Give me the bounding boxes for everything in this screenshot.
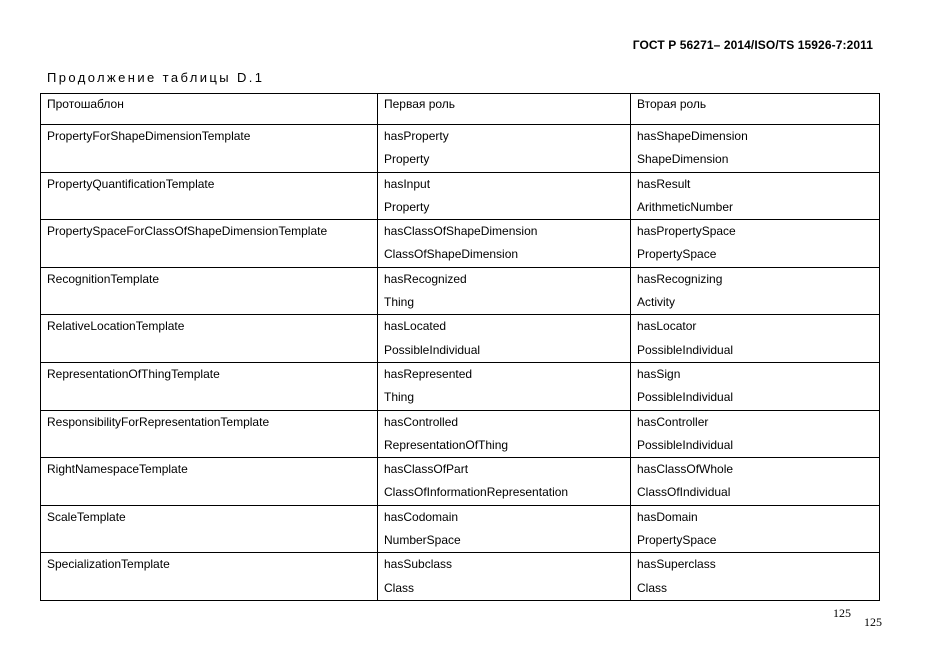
first-role-property-cell: hasLocated	[378, 315, 631, 339]
column-header-template: Протошаблон	[41, 94, 378, 125]
second-role-type-cell: ShapeDimension	[631, 148, 880, 172]
second-role-type-cell: ArithmeticNumber	[631, 196, 880, 220]
first-role-type-cell: Thing	[378, 291, 631, 315]
first-role-type-cell: Thing	[378, 386, 631, 410]
second-role-property-cell: hasDomain	[631, 505, 880, 529]
first-role-property-cell: hasRepresented	[378, 362, 631, 386]
table-row	[41, 458, 880, 482]
page-number-secondary: 125	[864, 615, 882, 629]
first-role-type-cell: Property	[378, 196, 631, 220]
second-role-property-cell: hasClassOfWhole	[631, 458, 880, 482]
second-role-type-cell: ClassOfIndividual	[631, 481, 880, 505]
table-header-row	[41, 94, 880, 125]
first-role-type-cell: Class	[378, 577, 631, 601]
second-role-property-cell: hasRecognizing	[631, 267, 880, 291]
first-role-type-cell: ClassOfInformationRepresentation	[378, 481, 631, 505]
table-row	[41, 267, 880, 291]
first-role-type-cell: ClassOfShapeDimension	[378, 243, 631, 267]
first-role-property-cell: hasRecognized	[378, 267, 631, 291]
second-role-type-cell: Activity	[631, 291, 880, 315]
second-role-property-cell: hasResult	[631, 172, 880, 196]
first-role-type-cell: PossibleIndividual	[378, 339, 631, 363]
first-role-property-cell: hasClassOfPart	[378, 458, 631, 482]
column-header-first-role: Первая роль	[378, 94, 631, 125]
table-row	[41, 410, 880, 434]
first-role-type-cell: RepresentationOfThing	[378, 434, 631, 458]
second-role-property-cell: hasController	[631, 410, 880, 434]
first-role-property-cell: hasClassOfShapeDimension	[378, 220, 631, 244]
second-role-property-cell: hasSuperclass	[631, 553, 880, 577]
second-role-property-cell: hasLocator	[631, 315, 880, 339]
template-name-cell: RightNamespaceTemplate	[41, 458, 378, 506]
second-role-type-cell: PossibleIndividual	[631, 434, 880, 458]
second-role-property-cell: hasShapeDimension	[631, 125, 880, 149]
page-number: 125	[833, 606, 851, 620]
template-name-cell: RepresentationOfThingTemplate	[41, 362, 378, 410]
template-name-cell: ScaleTemplate	[41, 505, 378, 553]
table-row	[41, 172, 880, 196]
first-role-property-cell: hasControlled	[378, 410, 631, 434]
second-role-property-cell: hasPropertySpace	[631, 220, 880, 244]
table-row	[41, 362, 880, 386]
template-name-cell: PropertySpaceForClassOfShapeDimensionTemplate	[41, 220, 378, 268]
template-name-cell: PropertyForShapeDimensionTemplate	[41, 125, 378, 173]
template-name-cell: SpecializationTemplate	[41, 553, 378, 601]
template-name-cell: RecognitionTemplate	[41, 267, 378, 315]
roles-table	[40, 93, 880, 601]
first-role-property-cell: hasSubclass	[378, 553, 631, 577]
table-row	[41, 125, 880, 149]
first-role-property-cell: hasCodomain	[378, 505, 631, 529]
document-header: ГОСТ Р 56271– 2014/ISO/TS 15926-7:2011	[632, 38, 873, 52]
table-row	[41, 315, 880, 339]
table-row	[41, 505, 880, 529]
second-role-type-cell: PossibleIndividual	[631, 386, 880, 410]
template-name-cell: ResponsibilityForRepresentationTemplate	[41, 410, 378, 458]
second-role-type-cell: PropertySpace	[631, 529, 880, 553]
table-row	[41, 553, 880, 577]
second-role-type-cell: Class	[631, 577, 880, 601]
table-caption: Продолжение таблицы D.1	[47, 70, 265, 85]
column-header-second-role: Вторая роль	[631, 94, 880, 125]
second-role-type-cell: PropertySpace	[631, 243, 880, 267]
second-role-property-cell: hasSign	[631, 362, 880, 386]
first-role-type-cell: NumberSpace	[378, 529, 631, 553]
template-name-cell: PropertyQuantificationTemplate	[41, 172, 378, 220]
first-role-type-cell: Property	[378, 148, 631, 172]
table-row	[41, 220, 880, 244]
first-role-property-cell: hasInput	[378, 172, 631, 196]
first-role-property-cell: hasProperty	[378, 125, 631, 149]
second-role-type-cell: PossibleIndividual	[631, 339, 880, 363]
template-name-cell: RelativeLocationTemplate	[41, 315, 378, 363]
